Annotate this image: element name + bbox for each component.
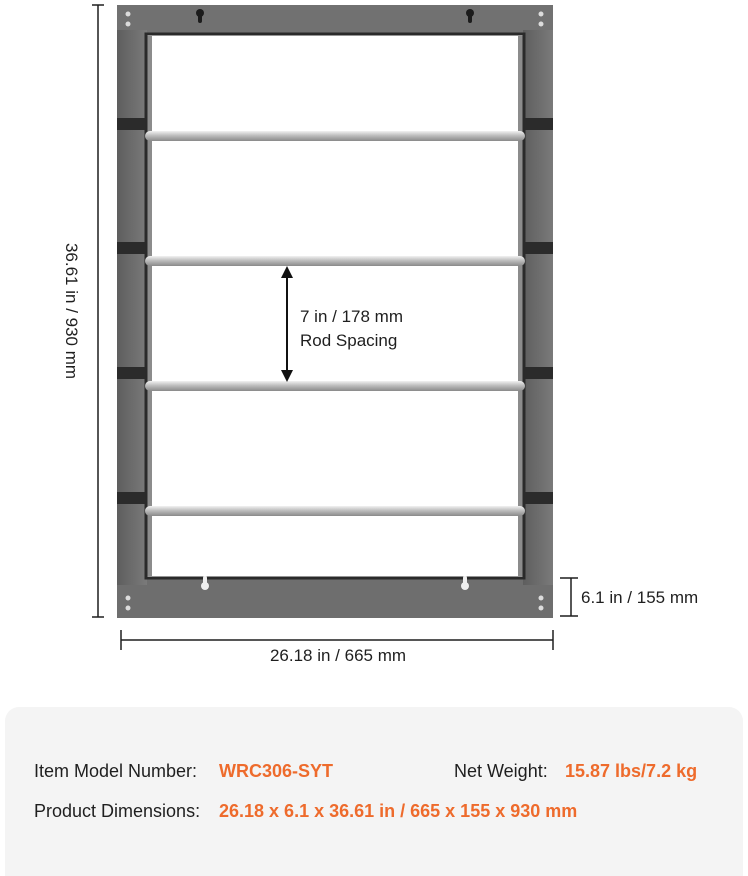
- rod-spacing-arrow-icon: [281, 266, 293, 382]
- model-label: Item Model Number:: [34, 761, 198, 781]
- rack-bottom-bar: [117, 578, 553, 618]
- depth-label: 6.1 in / 155 mm: [581, 588, 699, 607]
- weight-label: Net Weight:: [454, 761, 548, 781]
- height-dimension: [92, 5, 104, 617]
- spec-panel: [5, 707, 743, 876]
- weight-value: 15.87 lbs/7.2 kg: [565, 761, 698, 781]
- rod: [145, 131, 525, 141]
- width-label: 26.18 in / 665 mm: [269, 646, 407, 665]
- rod: [145, 256, 525, 266]
- rack-top-bar: [117, 5, 553, 35]
- rod: [145, 381, 525, 391]
- dimensions-value: 26.18 x 6.1 x 36.61 in / 665 x 155 x 930 mm: [219, 801, 578, 821]
- height-label: 36.61 in / 930 mm: [62, 242, 81, 380]
- model-value: WRC306-SYT: [219, 761, 334, 781]
- rod-spacing-value: 7 in / 178 mm: [300, 307, 403, 326]
- dimensions-label: Product Dimensions:: [34, 801, 201, 821]
- rod: [145, 506, 525, 516]
- rod-spacing-caption: Rod Spacing: [300, 331, 398, 350]
- depth-dimension: [560, 578, 578, 616]
